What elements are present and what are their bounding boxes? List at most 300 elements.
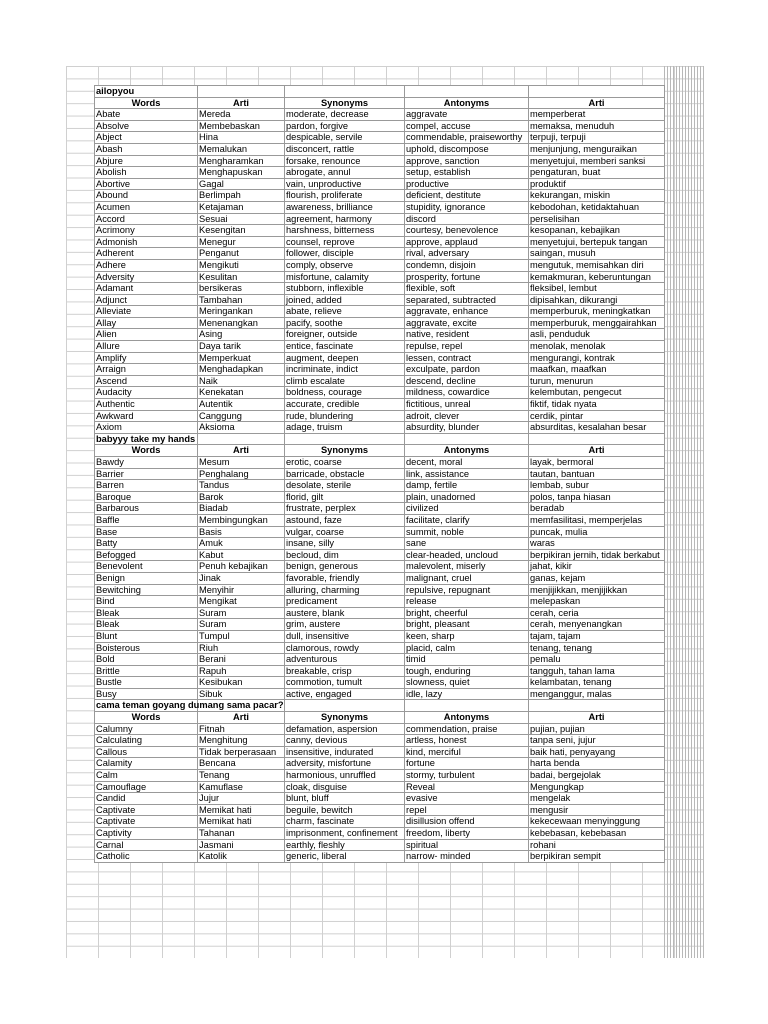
table-row	[95, 677, 665, 689]
word-cell: Awkward	[95, 410, 198, 422]
arti-translation-cell: kemakmuran, keberuntungan	[529, 271, 665, 283]
column-header: Arti	[198, 97, 285, 109]
antonyms-cell: summit, noble	[405, 526, 529, 538]
antonyms-cell: bright, cheerful	[405, 607, 529, 619]
arti-cell: Gagal	[198, 178, 285, 190]
arti-translation-cell: tanpa seni, jujur	[529, 735, 665, 747]
table-row	[95, 851, 665, 863]
synonyms-cell: benign, generous	[285, 561, 405, 573]
synonyms-cell: alluring, charming	[285, 584, 405, 596]
arti-translation-cell: waras	[529, 538, 665, 550]
word-cell: Adversity	[95, 271, 198, 283]
arti-translation-cell: tajam, tajam	[529, 630, 665, 642]
arti-cell: Kabut	[198, 549, 285, 561]
column-header: Arti	[198, 712, 285, 724]
antonyms-cell: sane	[405, 538, 529, 550]
arti-cell: Mengikuti	[198, 259, 285, 271]
table-row	[95, 642, 665, 654]
synonyms-cell: erotic, coarse	[285, 457, 405, 469]
antonyms-cell: clear-headed, uncloud	[405, 549, 529, 561]
arti-translation-cell: memperburuk, meningkatkan	[529, 306, 665, 318]
table-row	[95, 364, 665, 376]
table-row	[95, 526, 665, 538]
word-cell: Abate	[95, 109, 198, 121]
synonyms-cell: vulgar, coarse	[285, 526, 405, 538]
table-row	[95, 584, 665, 596]
arti-cell: Asing	[198, 329, 285, 341]
table-row	[95, 538, 665, 550]
table-row	[95, 201, 665, 213]
arti-translation-cell: kekecewaan menyinggung	[529, 816, 665, 828]
word-cell: Blunt	[95, 630, 198, 642]
arti-translation-cell: berpikiran sempit	[529, 851, 665, 863]
arti-cell: Fitnah	[198, 723, 285, 735]
table-row	[95, 283, 665, 295]
arti-cell: Tandus	[198, 480, 285, 492]
antonyms-cell: disillusion offend	[405, 816, 529, 828]
word-cell: Ascend	[95, 375, 198, 387]
arti-cell: Penganut	[198, 248, 285, 260]
arti-translation-cell: puncak, mulia	[529, 526, 665, 538]
column-header: Synonyms	[285, 712, 405, 724]
antonyms-cell: idle, lazy	[405, 688, 529, 700]
table-row	[95, 607, 665, 619]
table-row	[95, 387, 665, 399]
antonyms-cell: condemn, disjoin	[405, 259, 529, 271]
arti-translation-cell: pemalu	[529, 654, 665, 666]
word-cell: Audacity	[95, 387, 198, 399]
synonyms-cell: adventurous	[285, 654, 405, 666]
synonyms-cell: moderate, decrease	[285, 109, 405, 121]
arti-cell: Memikat hati	[198, 804, 285, 816]
word-cell: Admonish	[95, 236, 198, 248]
arti-cell: Membingungkan	[198, 514, 285, 526]
arti-translation-cell: cerah, menyenangkan	[529, 619, 665, 631]
word-cell: Captivity	[95, 828, 198, 840]
arti-cell: Barok	[198, 491, 285, 503]
antonyms-cell: civilized	[405, 503, 529, 515]
synonyms-cell: comply, observe	[285, 259, 405, 271]
antonyms-cell: prosperity, fortune	[405, 271, 529, 283]
arti-translation-cell: perselisihan	[529, 213, 665, 225]
antonyms-cell: absurdity, blunder	[405, 422, 529, 434]
word-cell: Abolish	[95, 167, 198, 179]
antonyms-cell: link, assistance	[405, 468, 529, 480]
antonyms-cell: adroit, clever	[405, 410, 529, 422]
arti-cell: Mesum	[198, 457, 285, 469]
synonyms-cell: becloud, dim	[285, 549, 405, 561]
table-row	[95, 514, 665, 526]
arti-cell: Sesuai	[198, 213, 285, 225]
table-row	[95, 665, 665, 677]
word-cell: Adamant	[95, 283, 198, 295]
antonyms-cell: keen, sharp	[405, 630, 529, 642]
arti-translation-cell: dipisahkan, dikurangi	[529, 294, 665, 306]
arti-cell: Biadab	[198, 503, 285, 515]
table-row	[95, 225, 665, 237]
synonyms-cell: commotion, tumult	[285, 677, 405, 689]
arti-cell: Tenang	[198, 770, 285, 782]
word-cell: Acumen	[95, 201, 198, 213]
table-row	[95, 770, 665, 782]
antonyms-cell: rival, adversary	[405, 248, 529, 260]
antonyms-cell: slowness, quiet	[405, 677, 529, 689]
table-row	[95, 723, 665, 735]
arti-cell: Aksioma	[198, 422, 285, 434]
arti-translation-cell: jahat, kikir	[529, 561, 665, 573]
arti-translation-cell: rohani	[529, 839, 665, 851]
antonyms-cell: decent, moral	[405, 457, 529, 469]
table-row	[95, 619, 665, 631]
arti-cell: Ketajaman	[198, 201, 285, 213]
header-row	[95, 712, 665, 724]
arti-translation-cell: kesopanan, kebajikan	[529, 225, 665, 237]
arti-translation-cell: turun, menurun	[529, 375, 665, 387]
antonyms-cell: discord	[405, 213, 529, 225]
table-row	[95, 109, 665, 121]
table-row	[95, 828, 665, 840]
column-header: Arti	[529, 97, 665, 109]
arti-translation-cell: maafkan, maafkan	[529, 364, 665, 376]
arti-cell: Menenangkan	[198, 317, 285, 329]
antonyms-cell: deficient, destitute	[405, 190, 529, 202]
arti-translation-cell: mengurangi, kontrak	[529, 352, 665, 364]
synonyms-cell: cloak, disguise	[285, 781, 405, 793]
arti-translation-cell: fleksibel, lembut	[529, 283, 665, 295]
table-row	[95, 155, 665, 167]
arti-translation-cell: absurditas, kesalahan besar	[529, 422, 665, 434]
word-cell: Alleviate	[95, 306, 198, 318]
antonyms-cell: bright, pleasant	[405, 619, 529, 631]
table-row	[95, 352, 665, 364]
column-header: Words	[95, 97, 198, 109]
table-row	[95, 503, 665, 515]
column-header: Synonyms	[285, 97, 405, 109]
arti-translation-cell: cerdik, pintar	[529, 410, 665, 422]
arti-cell: Jasmani	[198, 839, 285, 851]
arti-cell: Mengharamkan	[198, 155, 285, 167]
empty-cell	[405, 700, 529, 712]
antonyms-cell: timid	[405, 654, 529, 666]
synonyms-cell: adage, truism	[285, 422, 405, 434]
word-cell: Boisterous	[95, 642, 198, 654]
antonyms-cell: plain, unadorned	[405, 491, 529, 503]
antonyms-cell: exculpate, pardon	[405, 364, 529, 376]
arti-translation-cell: tenang, tenang	[529, 642, 665, 654]
arti-translation-cell: mengutuk, memisahkan diri	[529, 259, 665, 271]
antonyms-cell: freedom, liberty	[405, 828, 529, 840]
word-cell: Barrier	[95, 468, 198, 480]
word-cell: Busy	[95, 688, 198, 700]
word-cell: Baffle	[95, 514, 198, 526]
word-cell: Abash	[95, 143, 198, 155]
section-title: babyyy take my hands	[95, 433, 198, 445]
table-row	[95, 793, 665, 805]
word-cell: Batty	[95, 538, 198, 550]
arti-cell: Menghadapkan	[198, 364, 285, 376]
word-cell: Accord	[95, 213, 198, 225]
arti-cell: Berlimpah	[198, 190, 285, 202]
word-cell: Captivate	[95, 804, 198, 816]
column-header: Antonyms	[405, 445, 529, 457]
table-row	[95, 630, 665, 642]
empty-cell	[529, 433, 665, 445]
antonyms-cell: evasive	[405, 793, 529, 805]
antonyms-cell: commendable, praiseworthy	[405, 132, 529, 144]
empty-cell	[285, 433, 405, 445]
arti-cell: Mereda	[198, 109, 285, 121]
section-title: cama teman goyang dumang sama pacar?	[96, 700, 284, 711]
arti-cell: Bencana	[198, 758, 285, 770]
synonyms-cell: stubborn, inflexible	[285, 283, 405, 295]
antonyms-cell: narrow- minded	[405, 851, 529, 863]
synonyms-cell: imprisonment, confinement	[285, 828, 405, 840]
word-cell: Bleak	[95, 607, 198, 619]
table-row	[95, 457, 665, 469]
arti-cell: Basis	[198, 526, 285, 538]
arti-translation-cell: kekurangan, miskin	[529, 190, 665, 202]
arti-translation-cell: baik hati, penyayang	[529, 746, 665, 758]
arti-cell: Kesengitan	[198, 225, 285, 237]
synonyms-cell: astound, faze	[285, 514, 405, 526]
synonyms-cell: austere, blank	[285, 607, 405, 619]
table-row	[95, 167, 665, 179]
arti-translation-cell: fiktif, tidak nyata	[529, 399, 665, 411]
synonyms-cell: agreement, harmony	[285, 213, 405, 225]
word-cell: Calamity	[95, 758, 198, 770]
table-row	[95, 596, 665, 608]
word-cell: Axiom	[95, 422, 198, 434]
arti-cell: Menghapuskan	[198, 167, 285, 179]
synonyms-cell: entice, fascinate	[285, 341, 405, 353]
synonyms-cell: insensitive, indurated	[285, 746, 405, 758]
arti-cell: Menghitung	[198, 735, 285, 747]
column-header: Antonyms	[405, 712, 529, 724]
arti-translation-cell: kebebasan, kebebasan	[529, 828, 665, 840]
arti-cell: Hina	[198, 132, 285, 144]
word-cell: Candid	[95, 793, 198, 805]
arti-cell: Amuk	[198, 538, 285, 550]
word-cell: Calm	[95, 770, 198, 782]
table-row	[95, 178, 665, 190]
synonyms-cell: vain, unproductive	[285, 178, 405, 190]
arti-cell: Menegur	[198, 236, 285, 248]
empty-cell	[285, 86, 405, 98]
synonyms-cell: augment, deepen	[285, 352, 405, 364]
arti-cell: Membebaskan	[198, 120, 285, 132]
table-row	[95, 422, 665, 434]
arti-translation-cell: terpuji, terpuji	[529, 132, 665, 144]
antonyms-cell: aggravate	[405, 109, 529, 121]
word-cell: Camouflage	[95, 781, 198, 793]
word-cell: Bawdy	[95, 457, 198, 469]
column-header: Arti	[529, 712, 665, 724]
column-header: Arti	[529, 445, 665, 457]
synonyms-cell: misfortune, calamity	[285, 271, 405, 283]
synonyms-cell: boldness, courage	[285, 387, 405, 399]
arti-cell: Autentik	[198, 399, 285, 411]
word-cell: Authentic	[95, 399, 198, 411]
synonyms-cell: predicament	[285, 596, 405, 608]
word-cell: Abject	[95, 132, 198, 144]
section-title-row	[95, 433, 665, 445]
table-row	[95, 213, 665, 225]
arti-translation-cell: menyetujui, bertepuk tangan	[529, 236, 665, 248]
synonyms-cell: dull, insensitive	[285, 630, 405, 642]
arti-cell: Tahanan	[198, 828, 285, 840]
word-cell: Base	[95, 526, 198, 538]
antonyms-cell: malevolent, miserly	[405, 561, 529, 573]
table-row	[95, 317, 665, 329]
synonyms-cell: breakable, crisp	[285, 665, 405, 677]
arti-translation-cell: pujian, pujian	[529, 723, 665, 735]
synonyms-cell: pacify, soothe	[285, 317, 405, 329]
antonyms-cell: native, resident	[405, 329, 529, 341]
arti-cell: Daya tarik	[198, 341, 285, 353]
synonyms-cell: follower, disciple	[285, 248, 405, 260]
arti-translation-cell: kebodohan, ketidaktahuan	[529, 201, 665, 213]
synonyms-cell: joined, added	[285, 294, 405, 306]
synonyms-cell: canny, devious	[285, 735, 405, 747]
synonyms-cell: frustrate, perplex	[285, 503, 405, 515]
column-header: Antonyms	[405, 97, 529, 109]
word-cell: Befogged	[95, 549, 198, 561]
antonyms-cell: spiritual	[405, 839, 529, 851]
antonyms-cell: descend, decline	[405, 375, 529, 387]
table-row	[95, 248, 665, 260]
table-row	[95, 781, 665, 793]
word-cell: Adjunct	[95, 294, 198, 306]
antonyms-cell: repulsive, repugnant	[405, 584, 529, 596]
table-row	[95, 758, 665, 770]
synonyms-cell: counsel, reprove	[285, 236, 405, 248]
arti-cell: Kesulitan	[198, 271, 285, 283]
antonyms-cell: placid, calm	[405, 642, 529, 654]
synonyms-cell: pardon, forgive	[285, 120, 405, 132]
synonyms-cell: disconcert, rattle	[285, 143, 405, 155]
table-row	[95, 410, 665, 422]
empty-cell	[285, 700, 405, 712]
antonyms-cell: repel	[405, 804, 529, 816]
table-row	[95, 804, 665, 816]
word-cell: Calculating	[95, 735, 198, 747]
arti-translation-cell: polos, tanpa hiasan	[529, 491, 665, 503]
table-row	[95, 561, 665, 573]
synonyms-cell: adversity, misfortune	[285, 758, 405, 770]
table-row	[95, 688, 665, 700]
arti-translation-cell: Mengungkap	[529, 781, 665, 793]
synonyms-cell: harshness, bitterness	[285, 225, 405, 237]
antonyms-cell: lessen, contract	[405, 352, 529, 364]
table-row	[95, 839, 665, 851]
synonyms-cell: awareness, brilliance	[285, 201, 405, 213]
antonyms-cell: commendation, praise	[405, 723, 529, 735]
synonyms-cell: active, engaged	[285, 688, 405, 700]
arti-translation-cell: melepaskan	[529, 596, 665, 608]
synonyms-cell: florid, gilt	[285, 491, 405, 503]
word-cell: Barbarous	[95, 503, 198, 515]
arti-translation-cell: mengusir	[529, 804, 665, 816]
arti-translation-cell: tangguh, tahan lama	[529, 665, 665, 677]
antonyms-cell: separated, subtracted	[405, 294, 529, 306]
arti-translation-cell: badai, bergejolak	[529, 770, 665, 782]
antonyms-cell: mildness, cowardice	[405, 387, 529, 399]
antonyms-cell: damp, fertile	[405, 480, 529, 492]
column-header: Synonyms	[285, 445, 405, 457]
antonyms-cell: setup, establish	[405, 167, 529, 179]
word-cell: Allay	[95, 317, 198, 329]
section-title-row	[95, 700, 665, 712]
antonyms-cell: Reveal	[405, 781, 529, 793]
arti-translation-cell: tautan, bantuan	[529, 468, 665, 480]
arti-cell: Kesibukan	[198, 677, 285, 689]
table-row	[95, 549, 665, 561]
arti-translation-cell: kelembutan, pengecut	[529, 387, 665, 399]
table-row	[95, 816, 665, 828]
synonyms-cell: clamorous, rowdy	[285, 642, 405, 654]
antonyms-cell: uphold, discompose	[405, 143, 529, 155]
empty-cell	[405, 433, 529, 445]
antonyms-cell: compel, accuse	[405, 120, 529, 132]
table-row	[95, 572, 665, 584]
word-cell: Baroque	[95, 491, 198, 503]
antonyms-cell: fortune	[405, 758, 529, 770]
antonyms-cell: malignant, cruel	[405, 572, 529, 584]
header-row	[95, 97, 665, 109]
arti-translation-cell: menjijikkan, menjijikkan	[529, 584, 665, 596]
synonyms-cell: earthly, fleshly	[285, 839, 405, 851]
spreadsheet-column-strip	[664, 66, 704, 958]
antonyms-cell: aggravate, excite	[405, 317, 529, 329]
empty-cell	[529, 700, 665, 712]
arti-cell: Jinak	[198, 572, 285, 584]
arti-cell: Tambahan	[198, 294, 285, 306]
arti-translation-cell: lembab, subur	[529, 480, 665, 492]
arti-cell: Tumpul	[198, 630, 285, 642]
antonyms-cell: artless, honest	[405, 735, 529, 747]
arti-cell: Penuh kebajikan	[198, 561, 285, 573]
arti-translation-cell: memfasilitasi, memperjelas	[529, 514, 665, 526]
synonyms-cell: forsake, renounce	[285, 155, 405, 167]
antonyms-cell: stormy, turbulent	[405, 770, 529, 782]
arti-translation-cell: harta benda	[529, 758, 665, 770]
antonyms-cell: stupidity, ignorance	[405, 201, 529, 213]
synonyms-cell: insane, silly	[285, 538, 405, 550]
word-cell: Bold	[95, 654, 198, 666]
arti-translation-cell: ganas, kejam	[529, 572, 665, 584]
word-cell: Bind	[95, 596, 198, 608]
arti-cell: Mengikat	[198, 596, 285, 608]
synonyms-cell: beguile, bewitch	[285, 804, 405, 816]
arti-cell: Rapuh	[198, 665, 285, 677]
arti-translation-cell: menjunjung, menguraikan	[529, 143, 665, 155]
table-row	[95, 341, 665, 353]
synonyms-cell: abrogate, annul	[285, 167, 405, 179]
arti-cell: Menyihir	[198, 584, 285, 596]
section-title: ailopyou	[95, 86, 198, 98]
empty-cell	[198, 86, 285, 98]
antonyms-cell: flexible, soft	[405, 283, 529, 295]
table-row	[95, 654, 665, 666]
antonyms-cell: repulse, repel	[405, 341, 529, 353]
arti-translation-cell: memperberat	[529, 109, 665, 121]
arti-cell: Canggung	[198, 410, 285, 422]
synonyms-cell: rude, blundering	[285, 410, 405, 422]
table-row	[95, 399, 665, 411]
table-row	[95, 190, 665, 202]
word-cell: Alien	[95, 329, 198, 341]
synonyms-cell: despicable, servile	[285, 132, 405, 144]
